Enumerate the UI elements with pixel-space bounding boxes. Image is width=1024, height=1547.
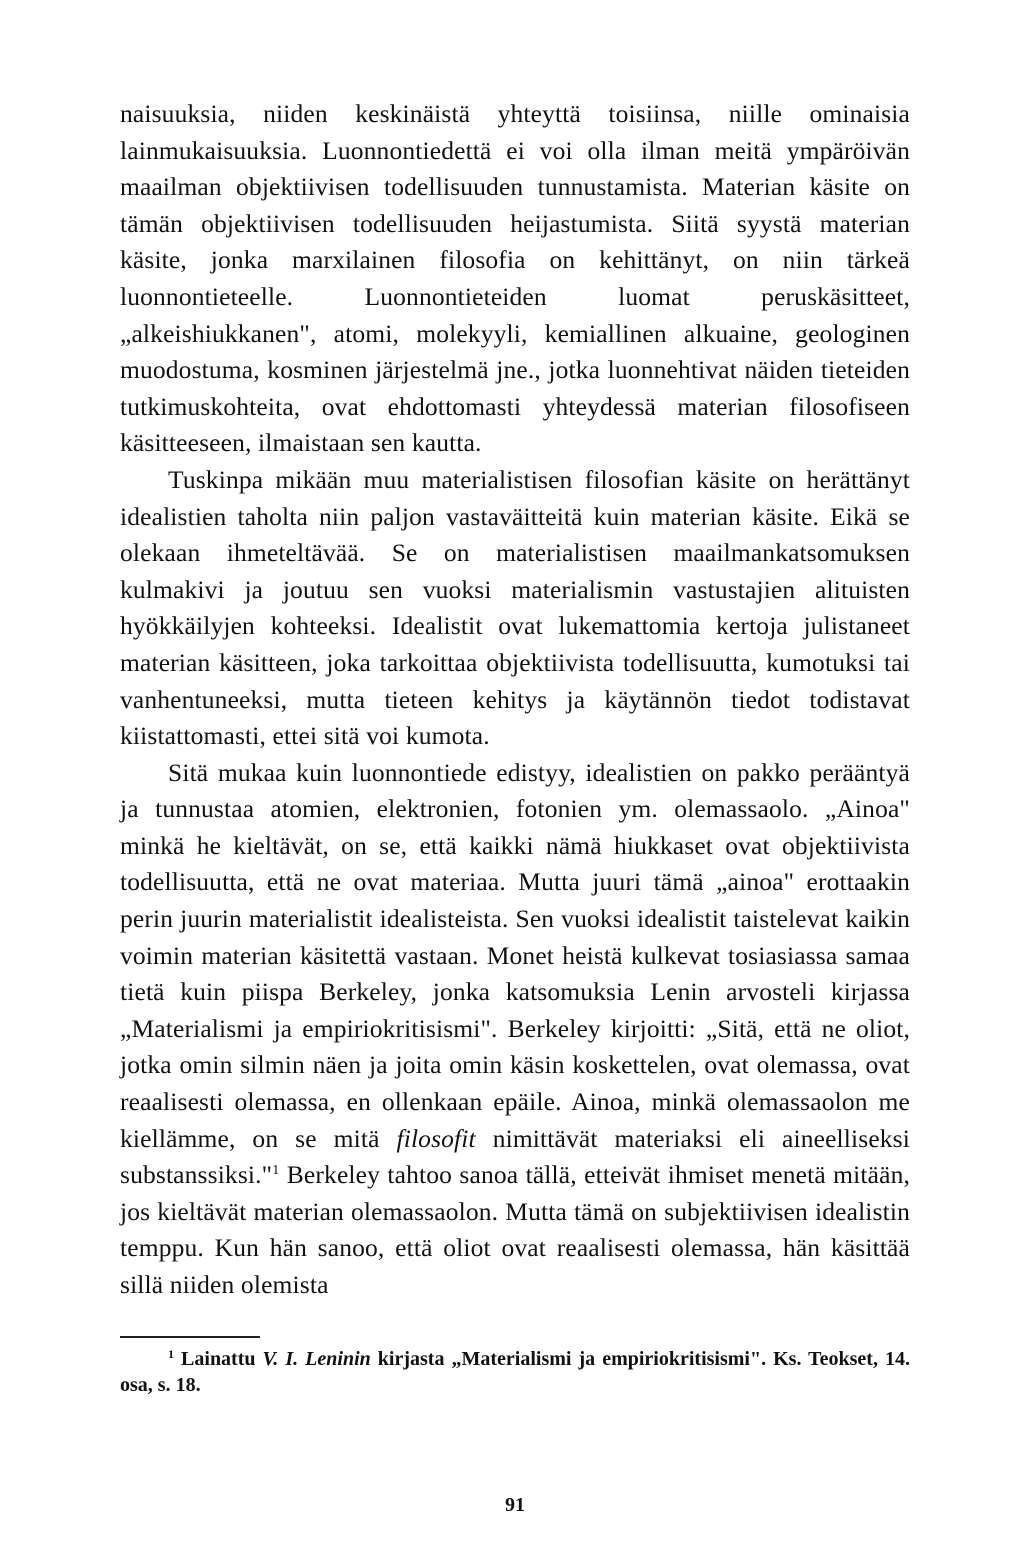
- text-run: nimittävät materiaksi eli aineelliseksi substanssiksi.": [120, 1123, 910, 1190]
- text-run: Berkeley tahtoo sanoa tällä, etteivät ihmiset menetä mitään, jos kieltävät materian olemassaolon. Mutta tämä on subjektiivisen idealistin temppu. Kun hän sanoo, että oliot ovat reaalisesti olemassa, hän käsittää sillä niiden olemista: [120, 1160, 910, 1299]
- page-number: 91: [505, 1494, 525, 1516]
- italic-text: V. I. Leninin: [262, 1347, 371, 1370]
- footnote-divider: [120, 1336, 260, 1338]
- paragraph: [120, 462, 910, 755]
- text-run: Lainattu: [174, 1347, 263, 1370]
- footnote-text: [120, 1348, 910, 1396]
- paragraph: [120, 96, 910, 462]
- paragraph: [120, 755, 910, 1304]
- footnote-reference: 1: [272, 1163, 280, 1179]
- page-body: [120, 96, 911, 1516]
- main-text: [120, 96, 910, 1304]
- footnote-marker: 1: [168, 1346, 174, 1361]
- footnote: [120, 1346, 910, 1398]
- italic-text: filosofit: [396, 1123, 476, 1153]
- text-run: kirjasta „Materialismi ja empiriokritisismi". Ks. Teokset, 14. osa, s. 18.: [120, 1347, 911, 1396]
- text-run: naisuuksia, niiden keskinäistä yhteyttä toisiinsa, niille ominaisia lainmukaisuuksia. Luonnontiedettä ei voi olla ilman meitä ympäröivän maailman objektiivisen todellisuuden tunnustamista. Materian käsite on tämän objektiivisen todellisuuden heijastumista. Siitä syystä materian käsite, jonka marxilainen filosofia on kehittänyt, on niin tärkeä luonnontieteelle. Luonnontieteiden luomat peruskäsitteet, „alkeishiukkanen", atomi, molekyyli, kemiallinen alkuaine, geologinen muodostuma, kosminen järjestelmä jne., jotka luonnehtivat näiden tieteiden tutkimuskohteita, ovat ehdottomasti yhteydessä materian filosofiseen käsitteeseen, ilmaistaan sen kautta.: [120, 99, 910, 458]
- text-run: Sitä mukaa kuin luonnontiede edistyy, idealistien on pakko perääntyä ja tunnustaa atomien, elektronien, fotonien ym. olemassaolo. „Ainoa" minkä he kieltävät, on se, että kaikki nämä hiukkaset ovat objektiivista todellisuutta, että ne ovat materiaa. Mutta juuri tämä „ainoa" erottaakin perin juurin materialistit idealisteista. Sen vuoksi idealistit taistelevat kaikin voimin materian käsitettä vastaan. Monet heistä kulkevat tosiasiassa samaa tietä kuin piispa Berkeley, jonka katsomuksia Lenin arvosteli kirjassa „Materialismi ja empiriokritisismi". Berkeley kirjoitti: „Sitä, että ne oliot, jotka omin silmin näen ja joita omin käsin koskettelen, ovat olemassa, ovat reaalisesti olemassa, en ollenkaan epäile. Ainoa, minkä olemassaolon me kiellämme, on se mitä: [120, 757, 910, 1153]
- text-run: Tuskinpa mikään muu materialistisen filosofian käsite on herättänyt idealistien taholta niin paljon vastaväitteitä kuin materian käsite. Eikä se olekaan ihmeteltävää. Se on materialistisen maailmankatsomuksen kulmakivi ja joutuu sen vuoksi materialismin vastustajien alituisten hyökkäilyjen kohteeksi. Idealistit ovat lukemattomia kertoja julistaneet materian käsitteen, joka tarkoittaa objektiivista todellisuutta, kumotuksi tai vanhentuneeksi, mutta tieteen kehitys ja käytännön tiedot todistavat kiistattomasti, ettei sitä voi kumota.: [120, 464, 910, 751]
